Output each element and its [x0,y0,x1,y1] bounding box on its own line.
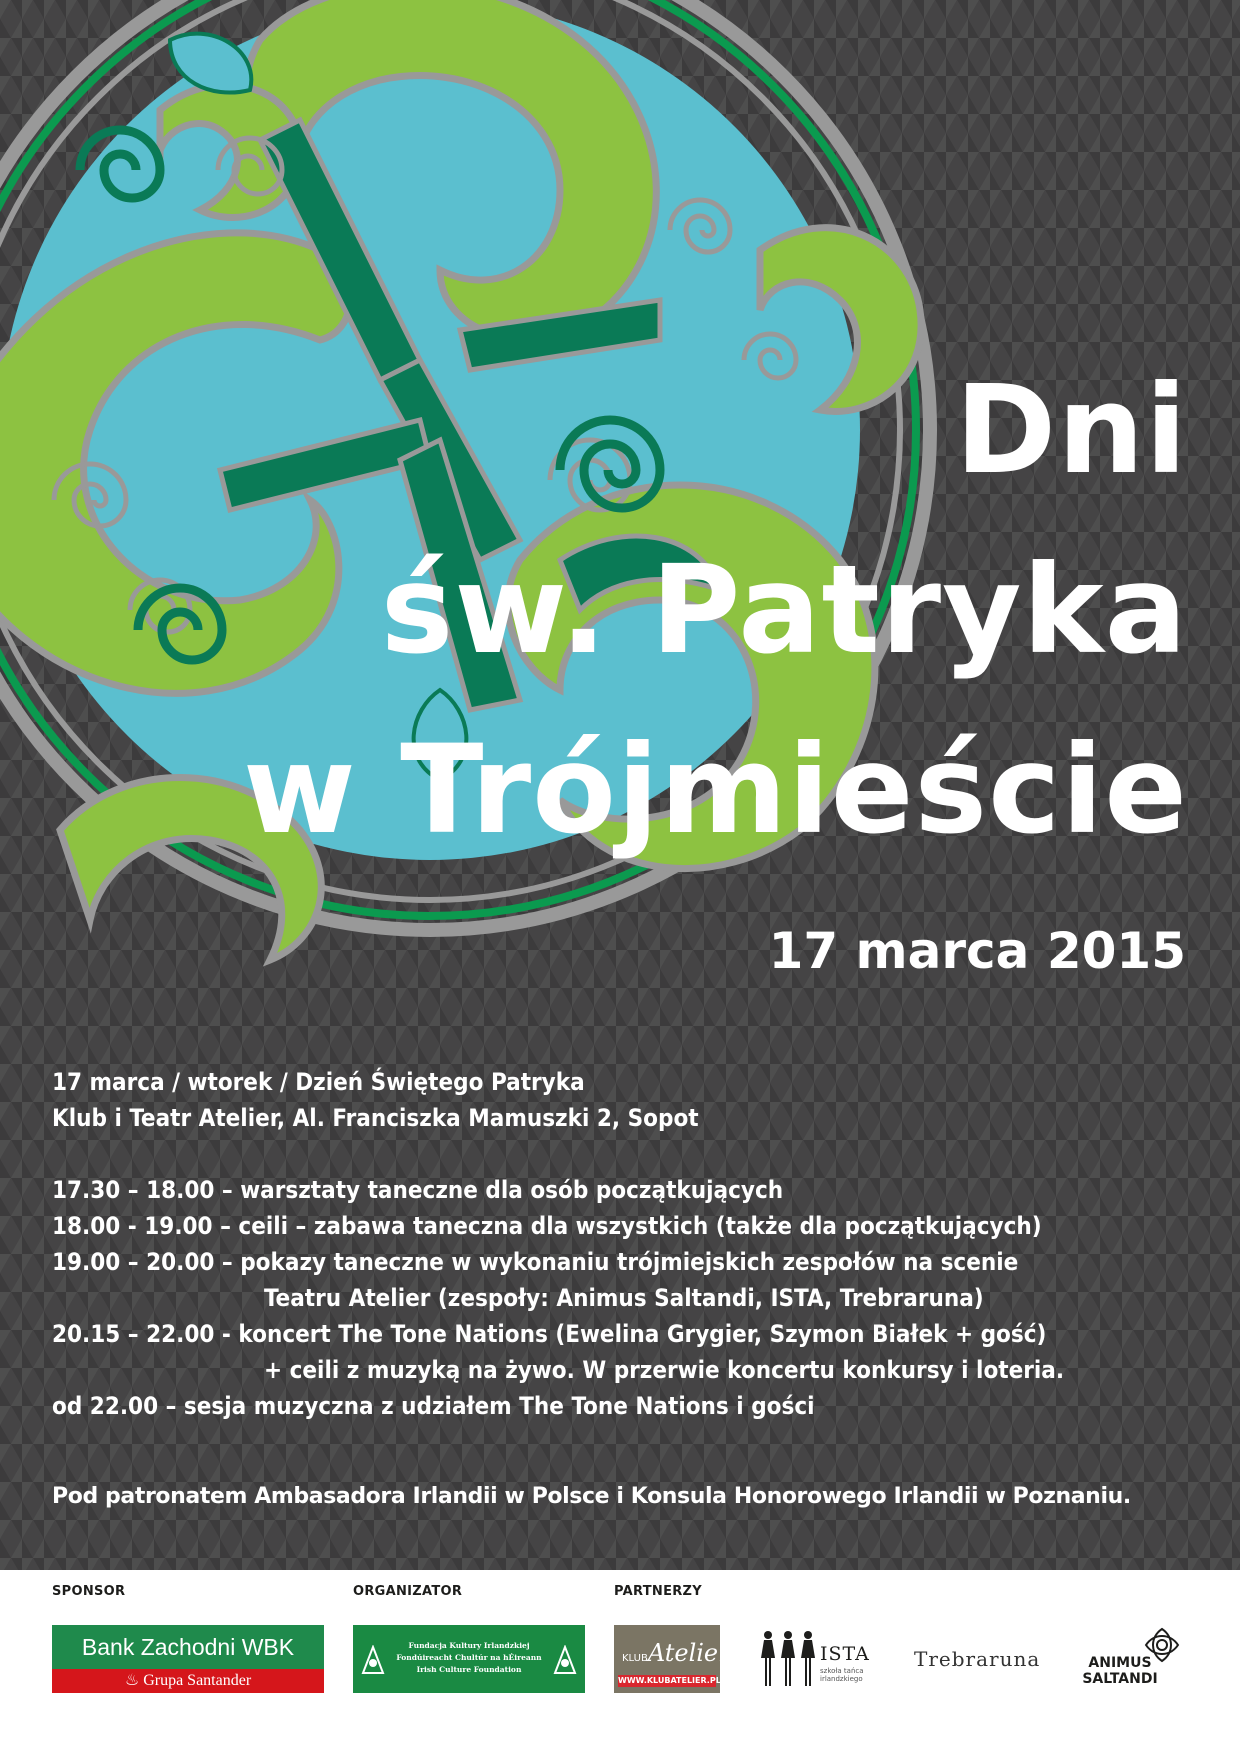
dancers-icon [758,1629,818,1691]
org-name-ga: Fondúireacht Chultúr na hÉireann [396,1653,542,1662]
santander-flame-icon: ♨ [124,1672,140,1689]
org-name-pl: Fundacja Kultury Irlandzkiej [408,1641,530,1650]
sponsor-logo-bank-zachodni [52,1625,324,1693]
sponsor-label: SPONSOR [52,1584,126,1599]
schedule-item: od 22.00 – sesja muzyczna z udziałem The Tone Nations i gości [52,1392,815,1420]
triskele-icon [553,1645,577,1675]
schedule-item: 19.00 – 20.00 – pokazy taneczne w wykonaniu trójmiejskich zespołów na scenie [52,1248,1019,1276]
ista-subtitle: szkoła tańca irlandzkiego [820,1667,864,1683]
event-venue-line: Klub i Teatr Atelier, Al. Franciszka Mamuszki 2, Sopot [52,1104,699,1132]
ista-name: ISTA [820,1643,870,1665]
partner-logo-ista [758,1623,890,1695]
bank-name: Bank Zachodni WBK [52,1625,324,1669]
event-title [243,340,1188,880]
bank-group: Grupa Santander [143,1672,252,1689]
title-line-2: św. Patryka [380,539,1188,681]
partners-label: PARTNERZY [614,1584,702,1599]
event-date: 17 marca 2015 [768,922,1186,980]
schedule-item-continued: + ceili z muzyką na żywo. W przerwie koncertu konkursy i loteria. [264,1356,1065,1384]
org-name-en: Irish Culture Foundation [416,1665,522,1674]
patronage-note: Pod patronatem Ambasadora Irlandii w Polsce i Konsula Honorowego Irlandii w Poznaniu. [52,1484,1131,1509]
organizer-logo-irish-culture-foundation [353,1625,585,1693]
event-info [52,1064,1202,1424]
partner-logo-animus-saltandi [1082,1625,1190,1695]
partner-logo-trebraruna: Trebraruna [914,1647,1041,1671]
partner-logo-klub-atelier [614,1625,730,1693]
event-day-line: 17 marca / wtorek / Dzień Świętego Patryka [52,1068,585,1096]
schedule-item: 17.30 – 18.00 – warsztaty taneczne dla osób początkujących [52,1176,784,1204]
title-line-1: Dni [955,359,1188,501]
title-line-3: w Trójmieście [243,719,1188,861]
atelier-url: WWW.KLUBATELIER.PL [618,1676,721,1685]
atelier-prefix: KLUB [622,1653,648,1664]
organizer-label: ORGANIZATOR [353,1584,463,1599]
schedule-item-continued: Teatru Atelier (zespoły: Animus Saltandi, ISTA, Trebraruna) [264,1284,984,1312]
atelier-name: Atelier [647,1639,730,1667]
animus-line-2: SALTANDI [1082,1671,1158,1687]
schedule-item: 20.15 – 22.00 - koncert The Tone Nations (Ewelina Grygier, Szymon Białek + gość) [52,1320,1047,1348]
triskele-icon [361,1645,385,1675]
schedule-item: 18.00 - 19.00 – ceili – zabawa taneczna dla wszystkich (także dla początkujących) [52,1212,1042,1240]
animus-line-1: ANIMUS [1088,1655,1152,1671]
